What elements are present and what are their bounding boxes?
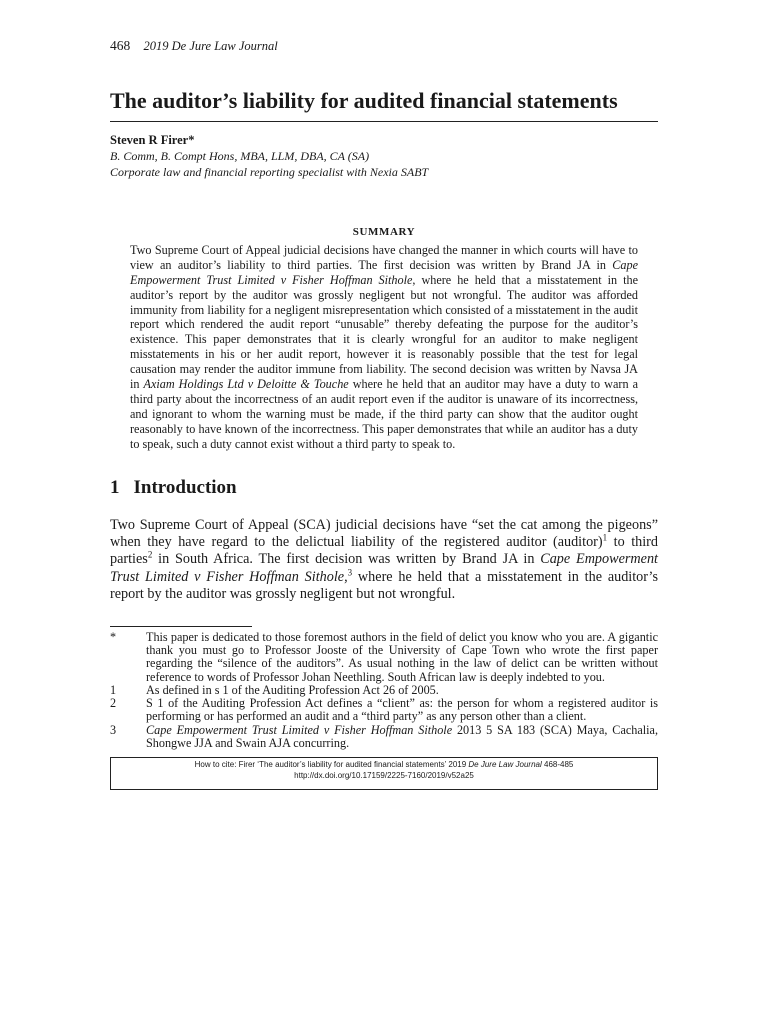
case-citation: Axiam Holdings Ltd v Deloitte & Touche [143, 377, 349, 392]
footnote [110, 684, 658, 697]
footnote-ref[interactable]: 3 [347, 567, 353, 578]
page-number: 468 [110, 38, 131, 53]
footnote-mark: 1 [110, 682, 117, 697]
case-citation: Cape Empowerment Trust Limited v Fisher Hoffman Sithole [130, 257, 638, 287]
running-head [110, 38, 658, 58]
footnote [110, 631, 658, 684]
body-paragraph: Two Supreme Court of Appeal (SCA) judicial decisions have “set the cat among the pigeons” when they have regard to the delictual liability of the registered auditor (auditor)$^1$ to third parties$^2$ in South Africa. The first decision was written by Brand JA in Cape Empowerment Trust Limited v Fisher Hoffman Sithole,$^3$ where he held that a misstatement in the auditor’s report by the auditor was grossly negligent but not wrongful. [110, 516, 658, 603]
doi-link[interactable]: http://dx.doi.org/10.17159/2225-7160/2019/v52a25 [294, 771, 474, 781]
section-title: Introduction [133, 476, 237, 498]
journal-name: 2019 De Jure Law Journal [143, 39, 278, 53]
footnote-text: This paper is dedicated to those foremost authors in the field of delict you know who you are. A gigantic thank you must go to Professor Jooste of the University of Cape Town who wrote the first paper regarding the “silence of the auditors”. As usual nothing in the law of delict can be written without reference to words of Professor Johan Neethling. South African law is deeply indebted to you. [146, 629, 658, 684]
section-heading [110, 477, 658, 499]
author-qualifications: B. Comm, B. Compt Hons, MBA, LLM, DBA, CA (SA) [110, 149, 370, 163]
article-title: The auditor’s liability for audited financial statements [110, 88, 618, 113]
citation-line: How to cite: Firer ‘The auditor’s liability for audited financial statements’ 2019 De Jure Law Journal 468-485 [194, 760, 574, 770]
footnote-text: Cape Empowerment Trust Limited v Fisher Hoffman Sithole 2013 5 SA 183 (SCA) Maya, Cachalia, Shongwe JJA and Swain AJA concurring. [146, 722, 658, 750]
case-citation: Cape Empowerment Trust Limited v Fisher Hoffman Sithole [146, 722, 453, 737]
citation-box [110, 757, 658, 790]
footnote-text: As defined in s 1 of the Auditing Profession Act 26 of 2005. [146, 682, 439, 697]
footnote-mark: * [110, 629, 117, 644]
footnote-mark: 2 [110, 696, 117, 711]
footnote-text: S 1 of the Auditing Profession Act defines a “client” as: the person for whom a registered auditor is performing or has performed an audit and a “third party” as any person other than a client. [146, 696, 658, 724]
section-number: 1 [110, 476, 120, 498]
summary-block [130, 225, 638, 452]
footnote-ref[interactable]: 1 [602, 532, 608, 543]
footnote-divider [110, 626, 252, 627]
journal-page [110, 38, 658, 790]
summary-heading: SUMMARY [352, 226, 416, 238]
author-name: Steven R Firer* [110, 133, 195, 147]
footnote-ref[interactable]: 2 [147, 549, 153, 560]
author-affiliation: Corporate law and financial reporting specialist with Nexia SABT [110, 165, 429, 179]
footnote [110, 697, 658, 724]
summary-text: Two Supreme Court of Appeal judicial decisions have changed the manner in which courts will have to view an auditor’s liability to third parties. The first decision was written by Brand JA in Cape Empowerment Trust Limited v Fisher Hoffman Sithole, where he held that a misstatement in the auditor’s report by the auditor was grossly negligent but not wrongful. The auditor was afforded immunity from liability for a negligent misrepresentation which consisted of a misstatement in the audit report which rendered the audit report “unusable” thereby defeating the purpose for the auditor’s existence. This paper demonstrates that it is clearly wrongful for an auditor to make negligent misstatements in his or her audit report, however it is reasonably possible that the test for legal causation may render the auditor immune from liability. The second decision was written by Navsa JA in Axiam Holdings Ltd v Deloitte & Touche where he held that an auditor may have a duty to warn a third party about the incorrectness of an audit report even if the auditor is unaware of its incorrectness, and ignorant to whom the warning must be made, if the third party can show that the auditor ought reasonably to have known of the incorrectness. This paper demonstrates that while an auditor has a duty to speak, such a duty cannot exist without a third party to speak to. [130, 242, 639, 451]
footnote-mark: 3 [110, 722, 117, 737]
footnote [110, 724, 658, 751]
case-citation: Cape Empowerment Trust Limited v Fisher Hoffman Sithole [110, 551, 658, 585]
title-divider [110, 121, 658, 122]
